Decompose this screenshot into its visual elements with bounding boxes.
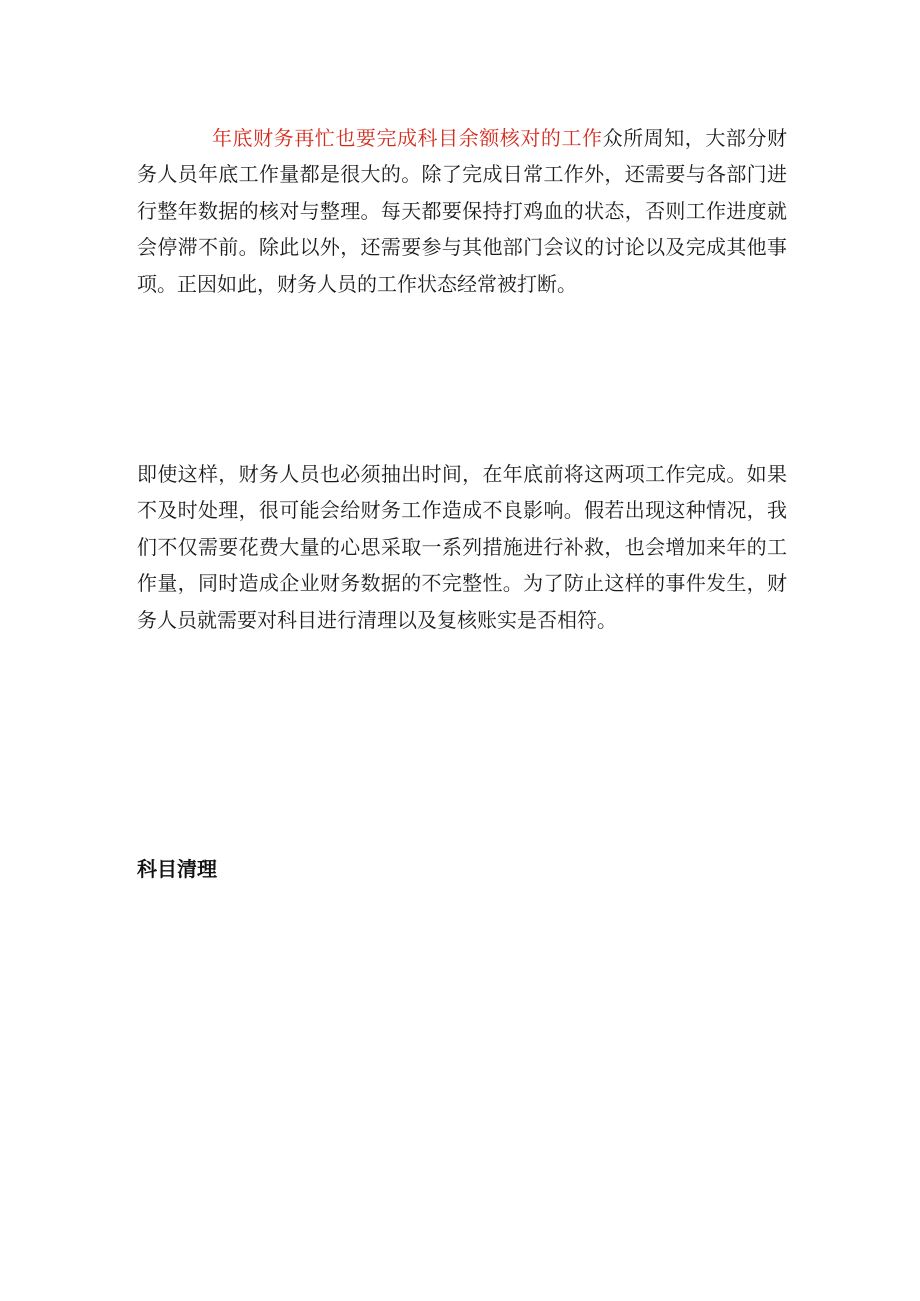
second-paragraph	[137, 456, 787, 638]
second-paragraph-text: 即使这样，财务人员也必须抽出时间，在年底前将这两项工作完成。如果不及时处理，很可能会给财务工作造成不良影响。假若出现这种情况，我们不仅需要花费大量的心思采取一系列措施进行补救，也会增加来年的工作量，同时造成企业财务数据的不完整性。为了防止这样的事件发生，财务人员就需要对科目进行清理以及复核账实是否相符。	[137, 462, 787, 632]
section-heading: 科目清理	[137, 857, 217, 881]
intro-paragraph-text: 众所周知，大部分财务人员年底工作量都是很大的。除了完成日常工作外，还需要与各部门进行整年数据的核对与整理。每天都要保持打鸡血的状态，否则工作进度就会停滞不前。除此以外，还需要参与其他部门会议的讨论以及完成其他事项。正因如此，财务人员的工作状态经常被打断。	[137, 126, 788, 296]
title-highlight: 年底财务再忙也要完成科目余额核对的工作	[212, 126, 603, 150]
intro-paragraph	[137, 120, 787, 302]
